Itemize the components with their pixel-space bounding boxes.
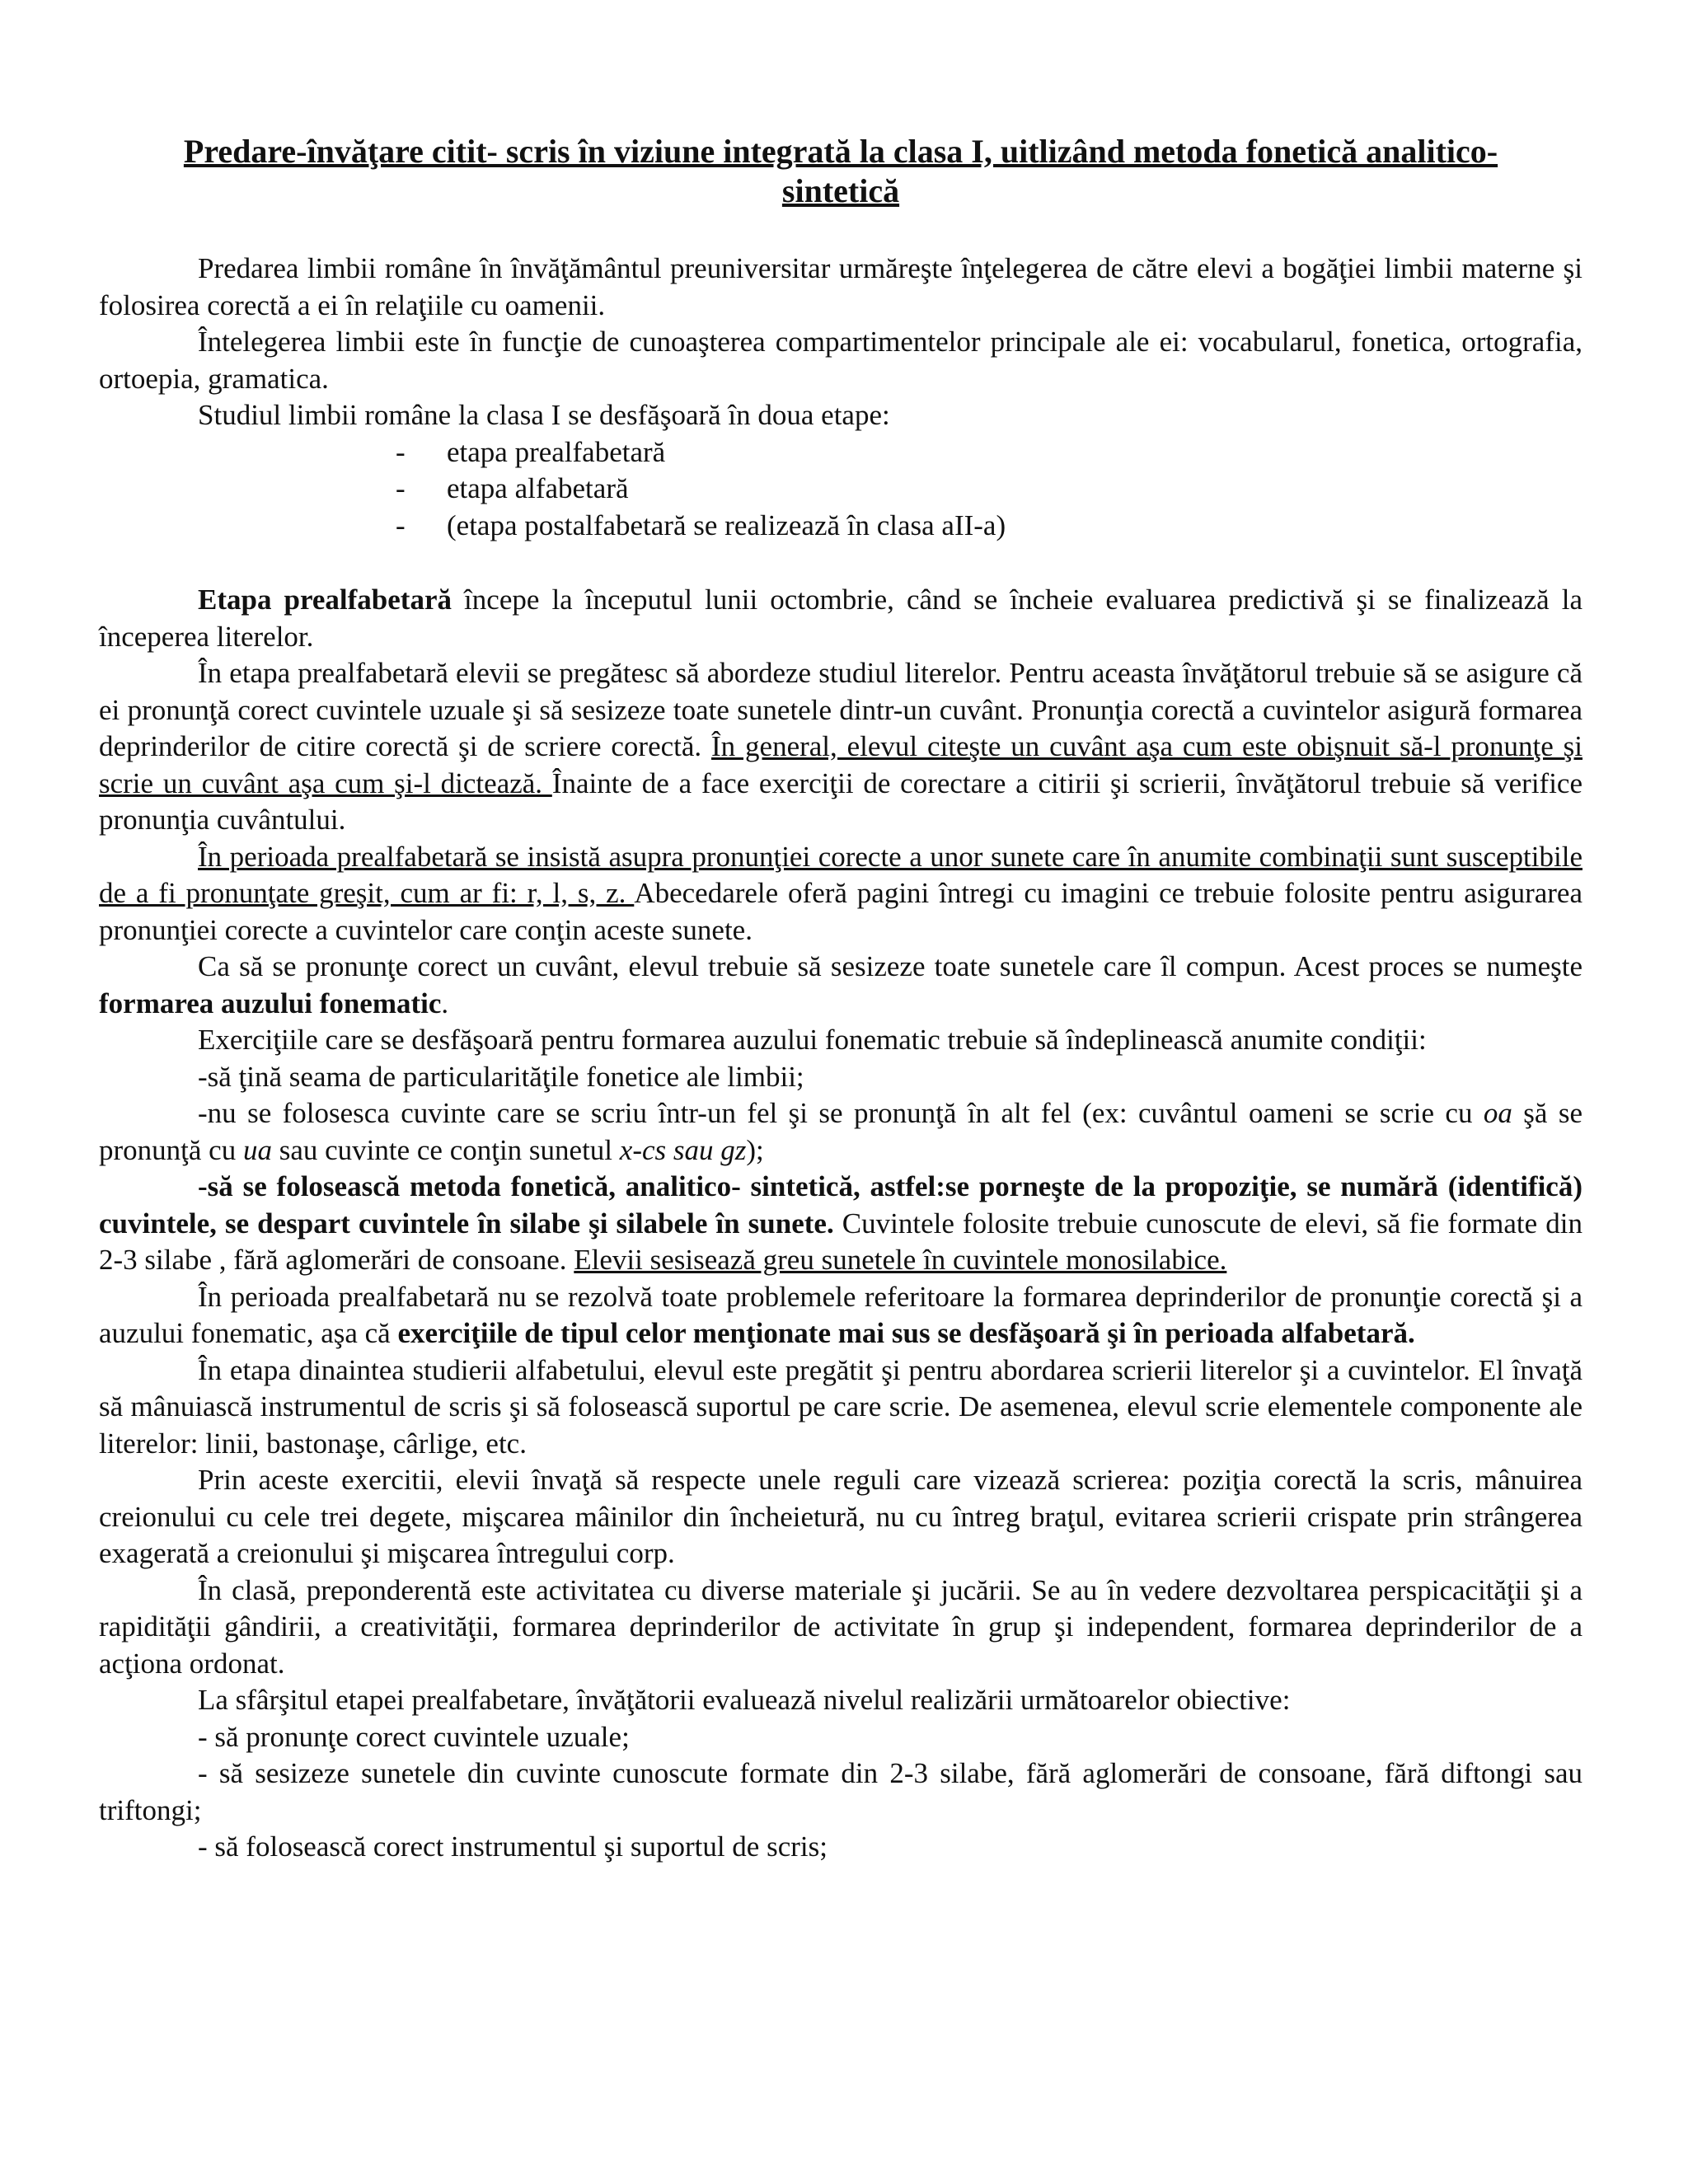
paragraph-sunete [99, 839, 1582, 949]
paragraph-text: începe la începutul lunii octombrie, când se încheie evaluarea predictivă şi se finalizează la începerea literelor. [99, 583, 1582, 653]
stages-list [99, 434, 1582, 545]
intro-paragraph-1: Predarea limbii române în învăţământul preuniversitar urmăreşte înţelegerea de către elevi a bogăţiei limbii materne şi folosirea corectă a ei în relaţiile cu oamenii. [99, 252, 1582, 321]
condition-item [99, 1169, 1582, 1279]
paragraph-text: -nu se folosesca cuvinte care se scriu într-un fel şi se pronunţă în alt fel (ex: cuvântul oameni se scrie cu [198, 1097, 1484, 1129]
paragraph-scriere: În etapa dinaintea studierii alfabetului, elevul este pregătit şi pentru abordarea scrierii literelor şi a cuvintelor. El învaţă să mânuiască instrumentul de scris şi să folosească suportul pe care scrie. De asemenea, elevul scrie elementele componente ale literelor: linii, bastonaşe, cârlige, etc. [99, 1353, 1582, 1460]
paragraph-text: Înainte de a face exerciţii de corectare a citirii şi scrierii, învăţătorul trebuie să verifice pronunţia cuvântului. [99, 766, 1582, 836]
paragraph-perioada-alfabetara [99, 1279, 1582, 1352]
objective-item: - să pronunţe corect cuvintele uzuale; [198, 1720, 630, 1753]
document-page [99, 132, 1582, 1866]
bold-term: Etapa prealfabetară [198, 583, 452, 616]
bold-term: exerciţiile de tipul celor menţionate mai sus se desfăşoară şi în perioada alfabetară. [397, 1317, 1415, 1349]
intro-paragraph-2: Întelegerea limbii este în funcţie de cunoaşterea compartimentelor principale ale ei: vocabularul, fonetica, ortografia, ortoepia, gramatica. [99, 326, 1582, 395]
stage-text: etapa alfabetară [447, 472, 629, 504]
underlined-text: În general, elevul citeşte un cuvânt aşa cum este obişnuit să-l pronunţe şi scrie un cuvânt aşa cum şi-l dictează. [99, 730, 1582, 799]
paragraph-conditii: Exerciţiile care se desfăşoară pentru formarea auzului fonematic trebuie să îndeplinească anumite condiţii: [198, 1024, 1427, 1056]
stage-text: etapa prealfabetară [447, 435, 666, 468]
dash-bullet: - [396, 472, 406, 504]
objective-item: - să sesizeze sunetele din cuvinte cunoscute formate din 2-3 silabe, fără aglomerări de consoane, fără diftongi sau triftongi; [99, 1757, 1582, 1826]
objective-item: - să folosească corect instrumentul şi suportul de scris; [198, 1830, 828, 1863]
paragraph-pronuntie [99, 655, 1582, 839]
list-item [396, 471, 1582, 508]
intro-paragraph-3: Studiul limbii române la clasa I se desfăşoară în doua etape: [198, 399, 890, 431]
list-item [396, 434, 1582, 471]
paragraph-evaluare: La sfârşitul etapei prealfabetare, învăţătorii evaluează nivelul realizării următoarelor obiective: [198, 1684, 1291, 1716]
paragraph-reguli-scriere: Prin aceste exercitii, elevii învaţă să respecte unele reguli care vizează scrierea: poziţia corectă la scris, mânuirea creionului cu cele trei degete, mişcarea mâinilor din încheietură, nu cu întreg braţul, evitarea scrierii crispate prin strângerea exagerată a creionului şi mişcarea întregului corp. [99, 1464, 1582, 1569]
paragraph-text: . [441, 987, 449, 1019]
underlined-text: Elevii sesisează greu sunetele în cuvintele monosilabice. [574, 1244, 1227, 1276]
paragraph-etapa-prealfabetara [99, 582, 1582, 655]
paragraph-text: şă se pronunţă cu [99, 1097, 1583, 1166]
paragraph-text: sau cuvinte ce conţin sunetul [271, 1133, 620, 1166]
paragraph-text: În etapa prealfabetară elevii se pregătesc să abordeze studiul literelor. Pentru aceasta învăţătorul trebuie să se asigure că ei pronunţă corect cuvintele uzuale şi să sesizeze toate sunetele dintr-un cuvânt. Pronunţia corectă a cuvintelor asigură formarea deprinderilor de citire corectă şi de scriere corectă. [99, 657, 1582, 762]
bold-term: -să se folosească metoda fonetică, analitico- sintetică, astfel:se porneşte de la propoziţie, se numără (identifică) cuvintele, se despart cuvintele în silabe şi silabele în sunete. [99, 1170, 1582, 1240]
condition-item: -să ţină seama de particularităţile fonetice ale limbii; [198, 1060, 804, 1093]
dash-bullet: - [396, 509, 406, 541]
italic-term: ua [242, 1133, 272, 1166]
italic-term: oa [1483, 1097, 1512, 1129]
list-item [396, 508, 1582, 545]
paragraph-text: Abecedarele oferă pagini întregi cu imagini ce trebuie folosite pentru asigurarea pronunţiei corecte a cuvintelor care conţin aceste sunete. [99, 877, 1582, 946]
paragraph-text: ); [746, 1133, 764, 1166]
paragraph-auz-fonematic [99, 949, 1582, 1022]
condition-item [99, 1095, 1582, 1169]
dash-bullet: - [396, 435, 406, 468]
document-title: Predare-învăţare citit- scris în viziune integrată la clasa I, uitlizând metoda fonetică analitico-sintetică [183, 133, 1498, 209]
stage-text: (etapa postalfabetară se realizează în clasa aII-a) [447, 509, 1006, 541]
paragraph-text: Ca să se pronunţe corect un cuvânt, elevul trebuie să sesizeze toate sunetele care îl compun. Acest proces se numeşte [198, 950, 1582, 982]
paragraph-text: Cuvintele folosite trebuie cunoscute de elevi, să fie formate din 2-3 silabe , fără aglomerări de consoane. [99, 1207, 1582, 1276]
bold-term: formarea auzului fonematic [99, 987, 442, 1019]
underlined-text: În perioada prealfabetară se insistă asupra pronunţiei corecte a unor sunete care în anumite combinaţii sunt susceptibile de a fi pronunţate greşit, cum ar fi: r, l, s, z. [99, 840, 1582, 909]
italic-term: x-cs sau gz [619, 1133, 747, 1166]
paragraph-activitate-clasa: În clasă, preponderentă este activitatea cu diverse materiale şi jucării. Se au în vedere dezvoltarea perspicacităţii şi a rapidităţii gândirii, a creativităţii, formarea deprinderilor de activitate în grup şi independent, formarea deprinderilor de a acţiona ordonat. [99, 1573, 1582, 1680]
paragraph-text: În perioada prealfabetară nu se rezolvă toate problemele referitoare la formarea deprinderilor de pronunţie corectă şi a auzului fonematic, aşa că [99, 1280, 1582, 1349]
